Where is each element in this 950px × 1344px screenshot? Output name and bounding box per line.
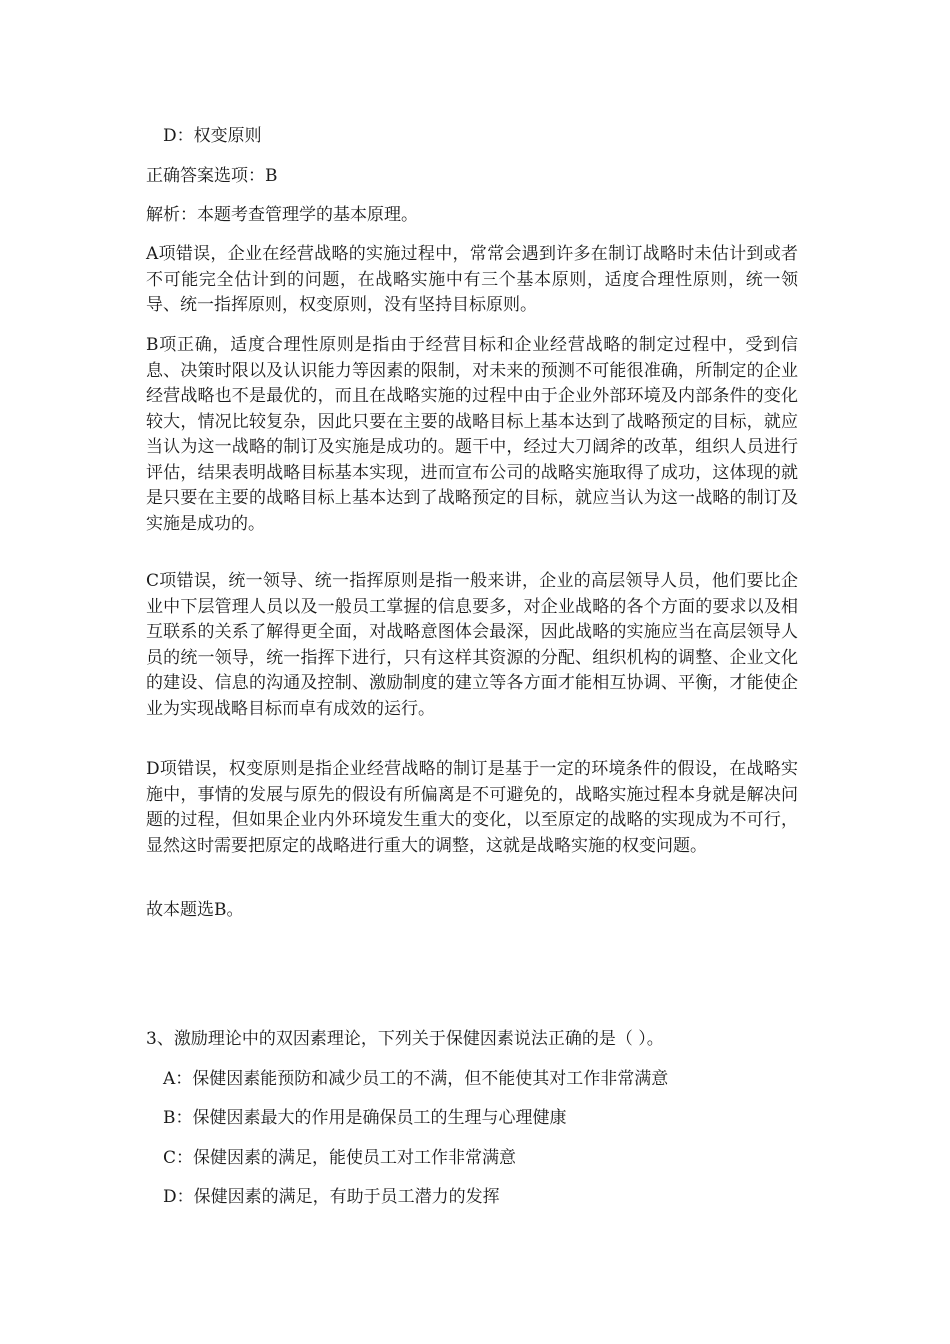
question-3-option-b: B：保健因素最大的作用是确保员工的生理与心理健康 <box>163 1108 567 1128</box>
conclusion-line: 故本题选B。 <box>146 900 244 920</box>
analysis-option-b: B项正确，适度合理性原则是指由于经营目标和企业经营战略的制定过程中，受到信息、决策时限以及认识能力等因素的限制，对未来的预测不可能很准确，所制定的企业经营战略也不是最优的，而且在战略实施的过程中由于企业外部环境及内部条件的变化较大，情况比较复杂，因此只要在主要的战略目标上基本达到了战略预定的目标，就应当认为这一战略的制订及实施是成功的。题干中，经过大刀阔斧的改革，组织人员进行评估，结果表明战略目标基本实现，进而宣布公司的战略实施取得了成功，这体现的就是只要在主要的战略目标上基本达到了战略预定的目标，就应当认为这一战略的制订及实施是成功的。 <box>146 335 798 534</box>
analysis-intro: 解析：本题考查管理学的基本原理。 <box>146 205 418 225</box>
analysis-option-a: A项错误，企业在经营战略的实施过程中，常常会遇到许多在制订战略时未估计到或者不可能完全估计到的问题，在战略实施中有三个基本原则，适度合理性原则，统一领导、统一指挥原则，权变原则，没有坚持目标原则。 <box>146 244 798 315</box>
answer-line: 正确答案选项：B <box>146 166 278 186</box>
question-3-stem: 3、激励理论中的双因素理论，下列关于保健因素说法正确的是（ ）。 <box>146 1029 664 1049</box>
analysis-option-d: D项错误，权变原则是指企业经营战略的制订是基于一定的环境条件的假设，在战略实施中，事情的发展与原先的假设有所偏离是不可避免的，战略实施过程本身就是解决问题的过程，但如果企业内外环境发生重大的变化，以至原定的战略的实现成为不可行，显然这时需要把原定的战略进行重大的调整，这就是战略实施的权变问题。 <box>146 759 798 856</box>
question-3-option-c: C：保健因素的满足，能使员工对工作非常满意 <box>163 1148 517 1168</box>
question-3-option-d: D：保健因素的满足，有助于员工潜力的发挥 <box>163 1187 500 1207</box>
question-3-option-a: A：保健因素能预防和减少员工的不满，但不能使其对工作非常满意 <box>163 1069 669 1089</box>
analysis-option-c: C项错误，统一领导、统一指挥原则是指一般来讲，企业的高层领导人员，他们要比企业中下层管理人员以及一般员工掌握的信息要多，对企业战略的各个方面的要求以及相互联系的关系了解得更全面，对战略意图体会最深，因此战略的实施应当在高层领导人员的统一领导，统一指挥下进行，只有这样其资源的分配、组织机构的调整、企业文化的建设、信息的沟通及控制、激励制度的建立等各方面才能相互协调、平衡，才能使企业为实现战略目标而卓有成效的运行。 <box>146 571 798 719</box>
prev-option-d: D：权变原则 <box>163 126 262 146</box>
